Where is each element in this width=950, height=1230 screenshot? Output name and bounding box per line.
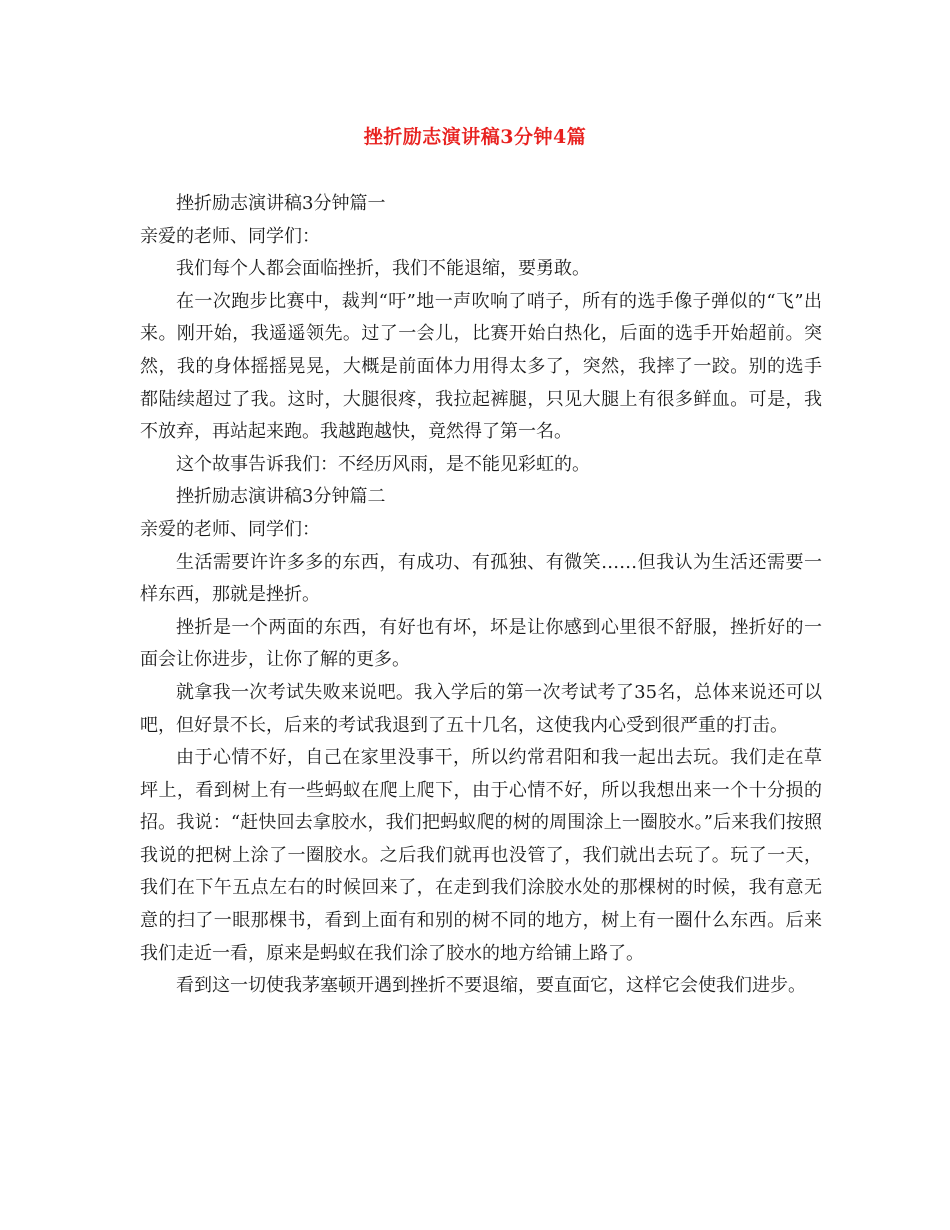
salutation-2: 亲爱的老师、同学们： [140, 518, 320, 540]
section-heading-2: 挫折励志演讲稿3分钟篇二 [176, 486, 386, 508]
paragraph: 就拿我一次考试失败来说吧。我入学后的第一次考试考了35名，总体来说还可以吧，但好景不长，后来的考试我退到了五十几名，这使我内心受到很严重的打击。 [140, 681, 822, 736]
paragraph: 我们每个人都会面临挫折，我们不能退缩，要勇敢。 [176, 258, 590, 280]
paragraph: 挫折是一个两面的东西，有好也有坏，坏是让你感到心里很不舒服，挫折好的一面会让你进步，让你了解的更多。 [140, 616, 822, 671]
document-body [140, 188, 822, 1003]
paragraph: 由于心情不好，自己在家里没事干，所以约常君阳和我一起出去玩。我们走在草坪上，看到树上有一些蚂蚁在爬上爬下，由于心情不好，所以我想出来一个十分损的招。我说：“赶快回去拿胶水，我们把蚂蚁爬的树的周围涂上一圈胶水。”后来我们按照我说的把树上涂了一圈胶水。之后我们就再也没管了，我们就出去玩了。玩了一天，我们在下午五点左右的时候回来了，在走到我们涂胶水处的那棵树的时候，我有意无意的扫了一眼那棵书，看到上面有和别的树不同的地方，树上有一圈什么东西。后来我们走近一看，原来是蚂蚁在我们涂了胶水的地方给铺上路了。 [140, 747, 822, 964]
paragraph: 这个故事告诉我们：不经历风雨，是不能见彩虹的。 [176, 453, 590, 475]
paragraph: 看到这一切使我茅塞顿开遇到挫折不要退缩，要直面它，这样它会使我们进步。 [176, 975, 806, 997]
salutation-1: 亲爱的老师、同学们： [140, 225, 320, 247]
document-title: 挫折励志演讲稿3分钟4篇 [363, 126, 587, 148]
section-heading-1: 挫折励志演讲稿3分钟篇一 [176, 193, 386, 214]
paragraph: 在一次跑步比赛中，裁判“吁”地一声吹响了哨子，所有的选手像子弹似的“飞”出来。刚开始，我遥遥领先。过了一会儿，比赛开始白热化，后面的选手开始超前。突然，我的身体摇摇晃晃，大概是前面体力用得太多了，突然，我摔了一跤。别的选手都陆续超过了我。这时，大腿很疼，我拉起裤腿，只见大腿上有很多鲜血。可是，我不放弃，再站起来跑。我越跑越快，竟然得了第一名。 [140, 290, 822, 443]
paragraph: 生活需要许许多多的东西，有成功、有孤独、有微笑……但我认为生活还需要一样东西，那就是挫折。 [140, 551, 822, 606]
